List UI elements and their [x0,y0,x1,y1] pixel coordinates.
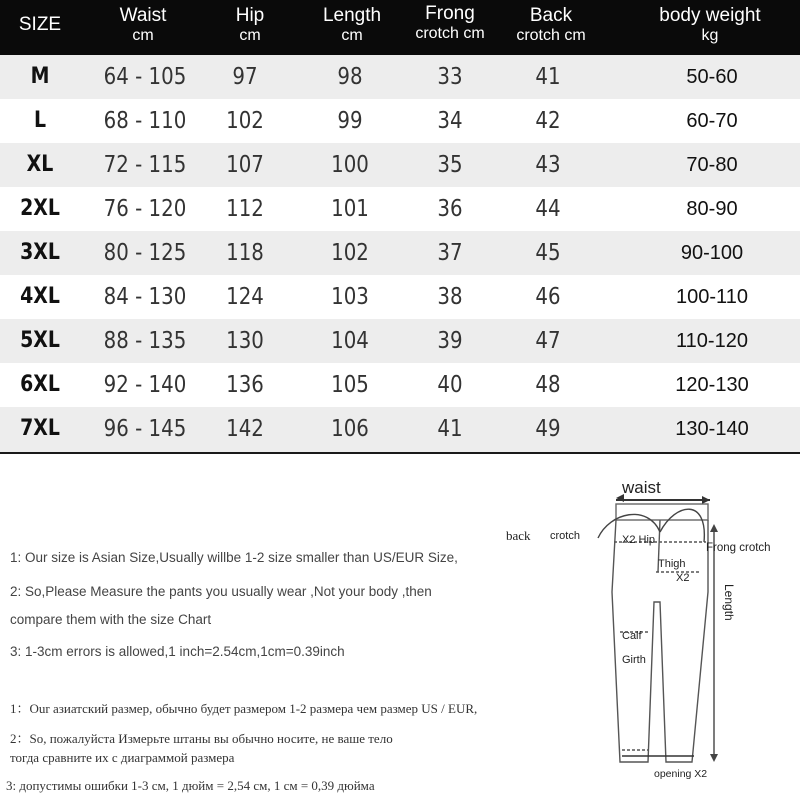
cell-waist: 72 - 115 [103,152,187,178]
cell-front: 38 [437,284,463,310]
table-row [0,55,800,100]
table-row [0,319,800,364]
cell-length: 101 [331,196,369,222]
cell-size: 2XL [20,196,60,221]
cell-size: 3XL [20,240,60,265]
cell-length: 104 [331,328,369,354]
pants-outline-illustration [498,472,800,800]
label-length: Length [722,584,736,621]
cell-back: 43 [535,152,561,178]
header-back-crotch: Back crotch cm [516,5,586,44]
cell-waist: 92 - 140 [103,372,187,398]
cell-waist: 80 - 125 [103,240,187,266]
cell-back: 49 [535,416,561,442]
cell-weight: 130-140 [675,418,749,440]
cell-back: 48 [535,372,561,398]
cell-back: 41 [535,64,561,90]
cell-back: 42 [535,108,561,134]
label-back: back [506,528,531,543]
cell-length: 106 [331,416,369,442]
label-girth: Girth [622,654,646,666]
cell-length: 103 [331,284,369,310]
cell-front: 35 [437,152,463,178]
cell-size: XL [26,152,54,177]
cell-length: 102 [331,240,369,266]
cell-weight: 90-100 [680,242,744,264]
note-ru-1: 1：Our азиатский размер, обычно будет размером 1-2 размера чем размер US / EUR, [10,701,478,716]
label-thigh-x2: X2 [676,572,690,584]
cell-front: 41 [437,416,463,442]
header-size: SIZE [18,14,62,35]
label-thigh: Thigh [658,558,686,570]
header-hip: Hip cm [235,5,265,44]
label-opening: opening X2 [654,768,708,780]
note-en-2-cont: compare them with the size Chart [10,612,212,627]
label-front-crotch: Frong crotch [706,542,771,554]
cell-hip: 136 [226,372,264,398]
cell-weight: 50-60 [686,66,738,88]
header-waist: Waist cm [119,5,167,44]
cell-weight: 60-70 [686,110,738,132]
cell-size: 5XL [20,328,60,353]
cell-back: 45 [535,240,561,266]
cell-hip: 107 [226,152,264,178]
header-length: Length cm [322,5,382,44]
cell-hip: 97 [232,64,258,90]
cell-hip: 118 [226,240,264,266]
cell-length: 99 [337,108,363,134]
cell-hip: 102 [226,108,264,134]
cell-front: 40 [437,372,463,398]
cell-back: 44 [535,196,561,222]
table-row [0,363,800,408]
cell-back: 46 [535,284,561,310]
cell-waist: 88 - 135 [103,328,187,354]
header-body-weight: body weight kg [659,5,761,44]
cell-waist: 76 - 120 [103,196,187,222]
cell-size: 4XL [20,284,60,309]
cell-size: 6XL [20,372,60,397]
table-row [0,99,800,144]
note-ru-3: 3: допустимы ошибки 1-3 см, 1 дюйм = 2,54 см, 1 см = 0,39 дюйма [6,778,375,793]
label-hip: X2 Hip [622,534,656,546]
table-row [0,275,800,320]
cell-weight: 80-90 [686,198,738,220]
header-front-crotch: Frong crotch cm [415,3,485,42]
cell-front: 36 [437,196,463,222]
table-row [0,143,800,188]
cell-length: 98 [337,64,363,90]
cell-front: 39 [437,328,463,354]
cell-waist: 84 - 130 [103,284,187,310]
cell-waist: 96 - 145 [103,416,187,442]
cell-weight: 100-110 [676,286,748,308]
cell-weight: 110-120 [676,330,748,352]
cell-size: M [30,64,50,89]
cell-size: 7XL [20,416,60,441]
table-row [0,407,800,454]
cell-front: 37 [437,240,463,266]
label-waist: waist [622,478,661,497]
note-ru-2-cont: тогда сравните их с диаграммой размера [10,750,235,765]
cell-length: 100 [331,152,369,178]
cell-hip: 142 [226,416,264,442]
note-en-3: 3: 1-3cm errors is allowed,1 inch=2.54cm,1cm=0.39inch [10,644,345,659]
cell-front: 33 [437,64,463,90]
cell-hip: 124 [226,284,264,310]
note-en-2: 2: So,Please Measure the pants you usually wear ,Not your body ,then [10,584,432,599]
table-row [0,187,800,232]
cell-size: L [33,108,47,133]
table-header [0,0,800,55]
cell-weight: 120-130 [675,374,749,396]
cell-waist: 64 - 105 [103,64,187,90]
table-row [0,231,800,276]
note-ru-2: 2：So, пожалуйста Измерьте штаны вы обычно носите, не ваше тело [10,731,393,746]
cell-hip: 112 [226,196,264,222]
cell-back: 47 [535,328,561,354]
pants-measurement-diagram [498,472,800,800]
label-back-crotch: crotch [550,530,580,542]
cell-hip: 130 [226,328,264,354]
cell-waist: 68 - 110 [103,108,187,134]
cell-weight: 70-80 [686,154,738,176]
note-en-1: 1: Our size is Asian Size,Usually willbe 1-2 size smaller than US/EUR Size, [10,550,458,565]
label-calf: Calf [622,630,642,642]
cell-front: 34 [437,108,463,134]
cell-length: 105 [331,372,369,398]
